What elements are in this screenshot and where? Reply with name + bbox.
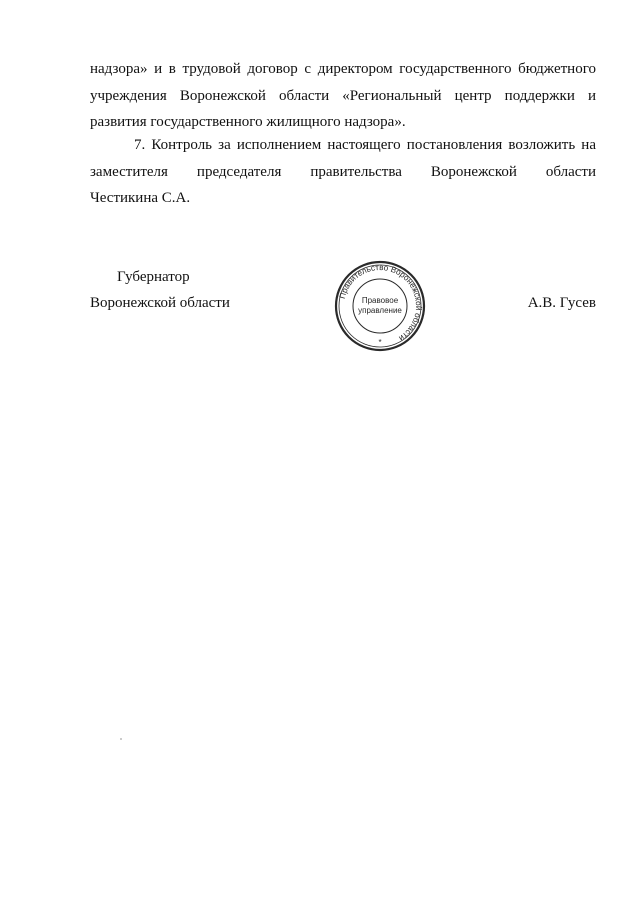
paragraph-line: надзора» и в трудовой договор с директором государственного бюджетного xyxy=(90,61,596,77)
seal-star: * xyxy=(378,338,382,347)
signatory-region: Воронежской области xyxy=(90,295,230,311)
scan-speck xyxy=(120,738,122,740)
paragraph-line: развития государственного жилищного надзора». xyxy=(90,114,406,130)
paragraph-line: Честикина С.А. xyxy=(90,190,191,206)
paragraph-line: 7. Контроль за исполнением настоящего постановления возложить на xyxy=(134,137,596,153)
official-seal-stamp xyxy=(330,258,430,354)
seal-inner-line: управление xyxy=(358,306,402,315)
paragraph-line: учреждения Воронежской области «Региональный центр поддержки и xyxy=(90,87,596,104)
signatory-title: Губернатор xyxy=(117,269,190,285)
seal-inner-line: Правовое xyxy=(361,296,399,305)
seal-ring-text: Правительство Воронежской области xyxy=(337,262,424,343)
paragraph-control-clause xyxy=(90,132,596,212)
paragraph-line: заместителя председателя правительства Воронежской области xyxy=(90,163,596,180)
paragraph-contract-clause xyxy=(90,56,596,136)
signatory-name: А.В. Гусев xyxy=(527,295,596,311)
